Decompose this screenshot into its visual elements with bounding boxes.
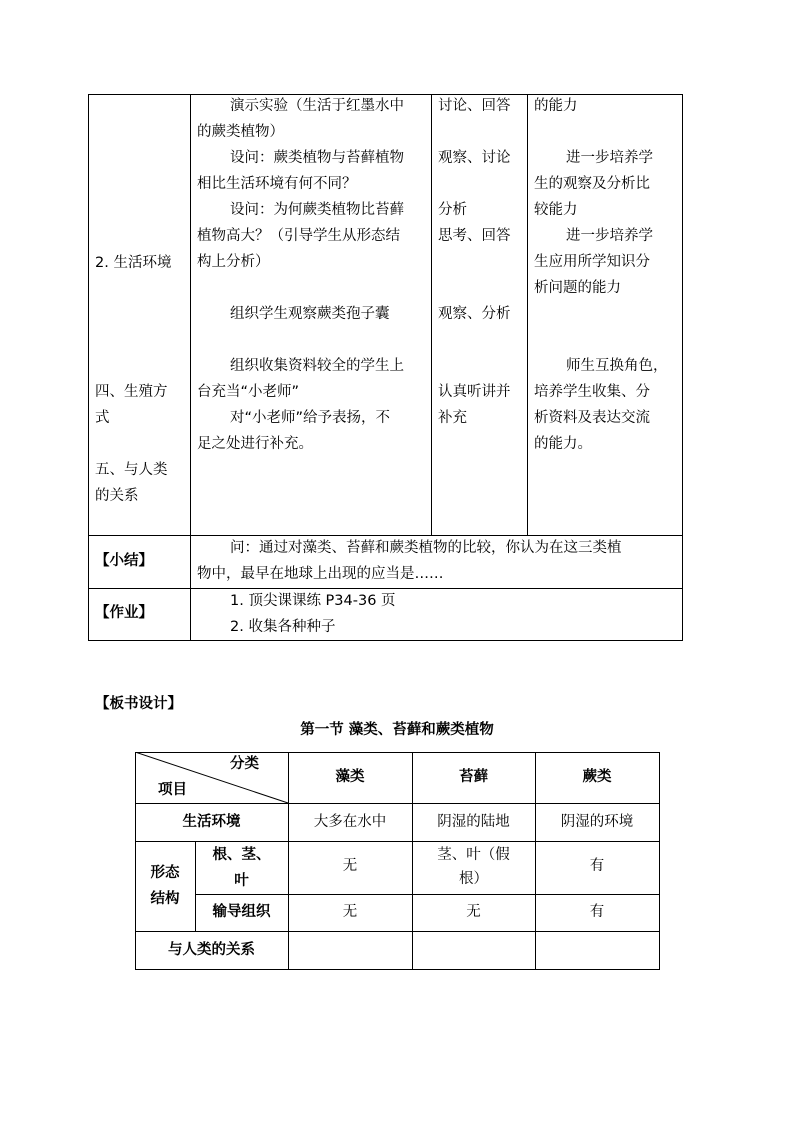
cell-value: 无 [466, 904, 481, 920]
student-line: 思考、回答 [438, 228, 511, 244]
board-heading: 【板书设计】 [95, 696, 182, 712]
teacher-line: 演示实验（生活于红墨水中 [230, 98, 404, 114]
cell-value: 茎、叶（假 [437, 847, 510, 863]
cell-value: 有 [589, 904, 605, 920]
row-label-vascular: 输导组织 [212, 904, 271, 920]
teacher-line: 植物高大？（引导学生从形态结 [197, 228, 400, 244]
item-relation-cont: 的关系 [95, 488, 139, 504]
teacher-line: 组织学生观察蕨类孢子囊 [230, 306, 390, 322]
row-label-root-stem-leaf: 根、茎、 [212, 847, 271, 863]
homework-label: 【作业】 [95, 605, 153, 621]
item-reproduction: 四、生殖方 [95, 384, 168, 400]
intent-line: 析问题的能力 [534, 280, 621, 296]
student-line: 观察、讨论 [438, 150, 511, 166]
row-group-morphology-cont: 结构 [150, 891, 180, 907]
row-label-living-env: 生活环境 [182, 814, 241, 830]
student-line: 讨论、回答 [438, 98, 511, 114]
summary-text-cont: 物中，最早在地球上出现的应当是…… [197, 566, 444, 582]
cell-value: 阴湿的陆地 [437, 814, 510, 830]
teacher-line: 足之处进行补充。 [197, 436, 313, 452]
student-line: 分析 [438, 202, 467, 218]
intent-line: 进一步培养学 [566, 150, 653, 166]
column-fern: 蕨类 [582, 769, 612, 785]
student-line: 观察、分析 [438, 306, 511, 322]
teacher-line: 对“小老师”给予表扬，不 [230, 410, 391, 426]
row-label-root-stem-leaf-cont: 叶 [234, 873, 249, 889]
cell-value: 有 [589, 858, 605, 874]
cell-value: 阴湿的环境 [560, 814, 634, 830]
header-category: 分类 [230, 756, 259, 772]
teacher-line: 设问：为何蕨类植物比苔藓 [230, 202, 404, 218]
teacher-line: 构上分析） [197, 254, 270, 270]
intent-line: 生的观察及分析比 [534, 176, 650, 192]
cell-value: 大多在水中 [313, 814, 387, 830]
intent-line: 生应用所学知识分 [534, 254, 650, 270]
homework-item: 2. 收集各种种子 [230, 619, 336, 635]
row-label-relation: 与人类的关系 [168, 942, 255, 958]
item-living-environment: 2. 生活环境 [95, 255, 172, 271]
intent-line: 较能力 [534, 202, 578, 218]
student-line: 认真听讲并 [438, 384, 511, 400]
intent-line: 析资料及表达交流 [534, 410, 650, 426]
teacher-line: 设问：蕨类植物与苔藓植物 [230, 150, 404, 166]
column-moss: 苔藓 [459, 769, 488, 785]
teacher-line: 的蕨类植物） [197, 124, 284, 140]
cell-value-cont: 根） [459, 871, 488, 887]
intent-line: 师生互换角色， [566, 358, 668, 374]
column-algae: 藻类 [335, 769, 365, 785]
teacher-line: 台充当“小老师” [197, 384, 300, 400]
summary-text: 问：通过对藻类、苔藓和蕨类植物的比较，你认为在这三类植 [230, 540, 622, 556]
item-reproduction-cont: 式 [95, 410, 110, 426]
cell-value: 无 [342, 858, 358, 874]
intent-line: 的能力 [534, 98, 578, 114]
teacher-line: 相比生活环境有何不同？ [197, 176, 357, 192]
intent-line: 进一步培养学 [566, 228, 653, 244]
header-item: 项目 [158, 782, 187, 798]
intent-line: 培养学生收集、分 [534, 384, 650, 400]
summary-label: 【小结】 [95, 553, 153, 569]
item-relation: 五、与人类 [95, 462, 168, 478]
student-line: 补充 [438, 410, 467, 426]
homework-item: 1. 顶尖课课练 P34-36 页 [230, 593, 396, 609]
board-title: 第一节 藻类、苔藓和蕨类植物 [300, 722, 494, 738]
row-group-morphology: 形态 [150, 865, 180, 881]
intent-line: 的能力。 [534, 436, 592, 452]
cell-value: 无 [342, 904, 358, 920]
teacher-line: 组织收集资料较全的学生上 [230, 358, 404, 374]
